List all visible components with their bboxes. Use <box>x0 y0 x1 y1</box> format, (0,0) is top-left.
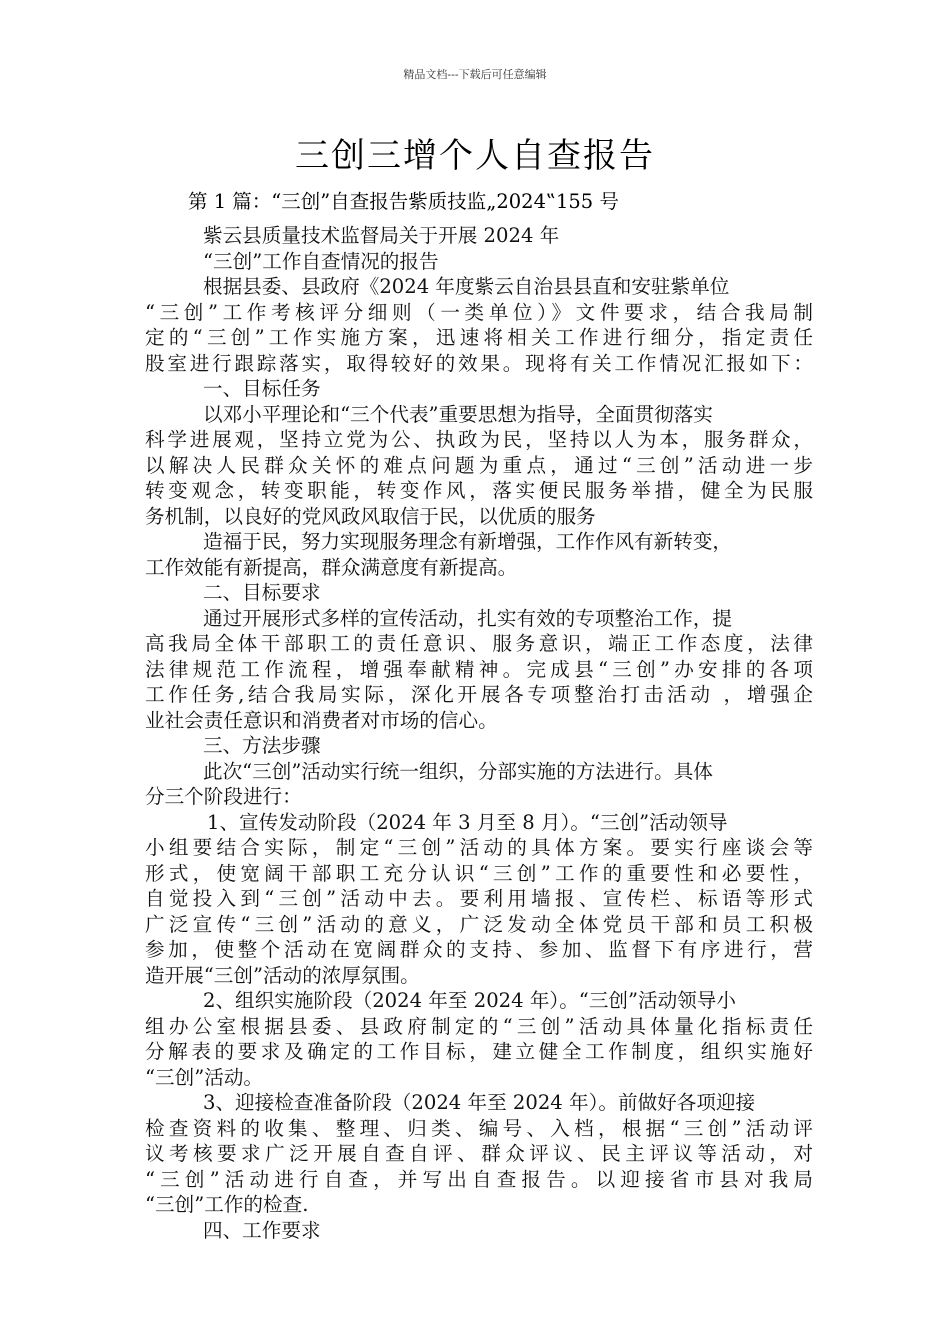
body-line: “三创”活动进行自查，并写出自查报告。以迎接省市县对我局 <box>145 1167 813 1191</box>
body-line: 1、宣传发动阶段（2024 年 3 月至 8 月）。“三创”活动领导 <box>207 810 728 834</box>
body-line: 工作任务,结合我局实际，深化开展各专项整治打击活动 ，增强企 <box>145 683 813 706</box>
body-line: 自觉投入到“三创”活动中去。要利用墙报、宣传栏、标语等形式 <box>145 887 813 910</box>
body-line: “三创”工作考核评分细则（一类单位）》文件要求，结合我局制 <box>145 300 813 324</box>
body-line: “三创”工作的检查. <box>145 1193 309 1216</box>
body-line: 3、迎接检查准备阶段（2024 年至 2024 年）。前做好各项迎接 <box>203 1091 756 1114</box>
body-line: “三创”活动。 <box>145 1065 264 1089</box>
body-line: 造福于民，努力实现服务理念有新增强，工作作风有新转变， <box>203 530 733 553</box>
section-heading: 二、目标要求 <box>203 581 321 604</box>
body-line: 此次“三创”活动实行统一组织，分部实施的方法进行。具体 <box>203 759 713 783</box>
body-line: 工作效能有新提高，群众满意度有新提高。 <box>145 555 518 579</box>
document-subtitle: 第 1 篇：“三创”自查报告紫质技监„2024‟155 号 <box>188 190 619 213</box>
body-line: 以解决人民群众关怀的难点问题为重点，通过“三创”活动进一步 <box>145 453 813 477</box>
header-note: 精品文档---下载后可任意编辑 <box>403 68 547 81</box>
body-line: 以邓小平理论和“三个代表”重要思想为指导，全面贯彻落实 <box>203 402 713 426</box>
body-line: 议考核要求广泛开展自查自评、群众评议、民主评议等活动，对 <box>145 1142 813 1165</box>
body-line: 转变观念，转变职能，转变作风，落实便民服务举措，健全为民服 <box>145 479 813 502</box>
section-heading: 三、方法步骤 <box>203 734 321 757</box>
body-line: 检查资料的收集、整理、归类、编号、入档，根据“三创”活动评 <box>145 1116 813 1140</box>
body-line: 分三个阶段进行： <box>145 785 302 808</box>
body-line: 参加，使整个活动在宽阔群众的支持、参加、监督下有序进行，营 <box>145 938 813 961</box>
body-line: 业社会责任意识和消费者对市场的信心。 <box>145 708 498 732</box>
body-line: 形式，使宽阔干部职工充分认识“三创”工作的重要性和必要性， <box>145 861 813 885</box>
body-line: 科学进展观，坚持立党为公、执政为民，坚持以人为本，服务群众， <box>145 428 813 451</box>
body-line: 组办公室根据县委、县政府制定的“三创”活动具体量化指标责任 <box>145 1014 813 1038</box>
section-heading: 四、工作要求 <box>203 1218 321 1242</box>
body-line: 务机制，以良好的党风政风取信于民，以优质的服务 <box>145 504 596 528</box>
document-title: 三创三增个人自查报告 <box>295 136 655 176</box>
body-line: 通过开展形式多样的宣传活动，扎实有效的专项整治工作，提 <box>203 606 733 630</box>
section-heading: 一、目标任务 <box>203 377 321 400</box>
body-line: 小组要结合实际，制定“三创”活动的具体方案。要实行座谈会等 <box>145 836 813 859</box>
document-body <box>145 223 813 1243</box>
body-line: 2、组织实施阶段（2024 年至 2024 年）。“三创”活动领导小 <box>203 989 736 1012</box>
body-line: 法律规范工作流程，增强奉献精神。完成县“三创”办安排的各项 <box>145 657 813 681</box>
body-line: 高我局全体干部职工的责任意识、服务意识，端正工作态度，法律 <box>145 632 813 655</box>
body-line: “三创”工作自查情况的报告 <box>203 249 439 273</box>
body-line: 定的“三创”工作实施方案，迅速将相关工作进行细分，指定责任 <box>145 326 813 349</box>
body-line: 紫云县质量技术监督局关于开展 2024 年 <box>203 224 560 247</box>
body-line: 广泛宣传“三创”活动的意义，广泛发动全体党员干部和员工积极 <box>145 912 813 936</box>
body-line: 分解表的要求及确定的工作目标，建立健全工作制度，组织实施好 <box>145 1040 813 1063</box>
body-line: 根据县委、县政府《2024 年度紫云自治县县直和安驻紫单位 <box>203 275 730 298</box>
body-line: 股室进行跟踪落实，取得较好的效果。现将有关工作情况汇报如下： <box>145 351 813 375</box>
body-line: 造开展“三创”活动的浓厚氛围。 <box>145 963 420 987</box>
